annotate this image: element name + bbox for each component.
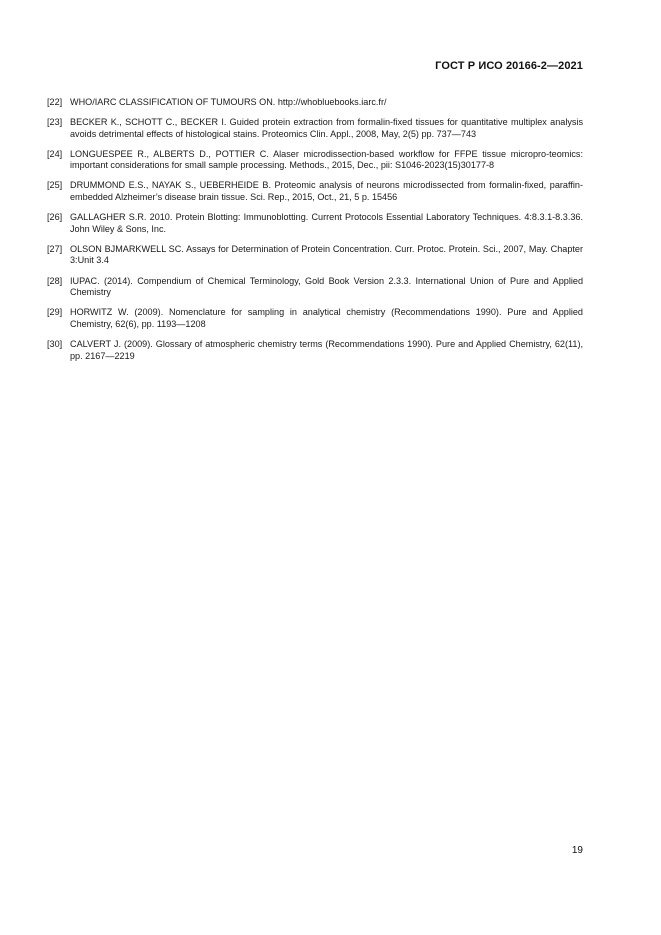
reference-number: [26] xyxy=(47,212,63,223)
reference-item xyxy=(47,276,583,299)
reference-item xyxy=(47,339,583,362)
reference-text: HORWITZ W. (2009). Nomenclature for sampling in analytical chemistry (Recommendations 1990). Pure and Applied Chemistry, 62(6), pp. 1193—1208 xyxy=(70,307,583,329)
reference-item xyxy=(47,307,583,330)
reference-text: IUPAC. (2014). Compendium of Chemical Terminology, Gold Book Version 2.3.3. International Union of Pure and Applied Chemistry xyxy=(70,275,583,298)
reference-text: BECKER K., SCHOTT C., BECKER I. Guided protein extraction from formalin-fixed tissues for quantitative multiplex analysis avoids detrimental effects of histological stains. Proteomics Clin. Appl., 2008, May, 2(5) pp. 737—743 xyxy=(70,117,583,139)
reference-item xyxy=(47,212,583,235)
reference-item xyxy=(47,180,583,203)
reference-number: [25] xyxy=(47,180,63,191)
reference-text: DRUMMOND E.S., NAYAK S., UEBERHEIDE B. Proteomic analysis of neurons microdissected from formalin-fixed, paraffin-embedded Alzheimer’s disease brain tissue. Sci. Rep., 2015, Oct., 21, 5 p. 15456 xyxy=(70,180,583,203)
reference-item xyxy=(47,97,583,109)
reference-number: [22] xyxy=(47,97,63,107)
reference-number: [24] xyxy=(47,148,63,159)
reference-text: WHO/IARC CLASSIFICATION OF TUMOURS ON. http://whobluebooks.iarc.fr/ xyxy=(70,97,387,107)
reference-item xyxy=(47,117,583,140)
reference-item xyxy=(47,244,583,267)
reference-number: [29] xyxy=(47,307,63,318)
document-header: ГОСТ Р ИСО 20166-2—2021 xyxy=(435,60,583,72)
reference-text: CALVERT J. (2009). Glossary of atmospheric chemistry terms (Recommendations 1990). Pure and Applied Chemistry, 62(11), pp. 2167—2219 xyxy=(70,338,583,361)
reference-number: [28] xyxy=(47,275,63,286)
reference-text: LONGUESPEE R., ALBERTS D., POTTIER C. Alaser microdissection-based workflow for FFPE tissue micropro-teomics: important considerations for small sample processing. Methods., 2015, Dec., pii: S1046-2023(15)30177-8 xyxy=(70,148,583,171)
reference-number: [27] xyxy=(47,243,63,254)
reference-list xyxy=(47,97,583,371)
page-number: 19 xyxy=(571,845,583,856)
reference-text: OLSON BJMARKWELL SC. Assays for Determination of Protein Concentration. Curr. Protoc. Protein. Sci., 2007, May. Chapter 3:Unit 3.4 xyxy=(70,243,583,266)
reference-number: [23] xyxy=(47,117,63,128)
reference-item xyxy=(47,149,583,172)
reference-number: [30] xyxy=(47,338,63,349)
reference-text: GALLAGHER S.R. 2010. Protein Blotting: Immunoblotting. Current Protocols Essential Laboratory Techniques. 4:8.3.1-8.3.36. John Wiley & Sons, Inc. xyxy=(70,212,583,234)
